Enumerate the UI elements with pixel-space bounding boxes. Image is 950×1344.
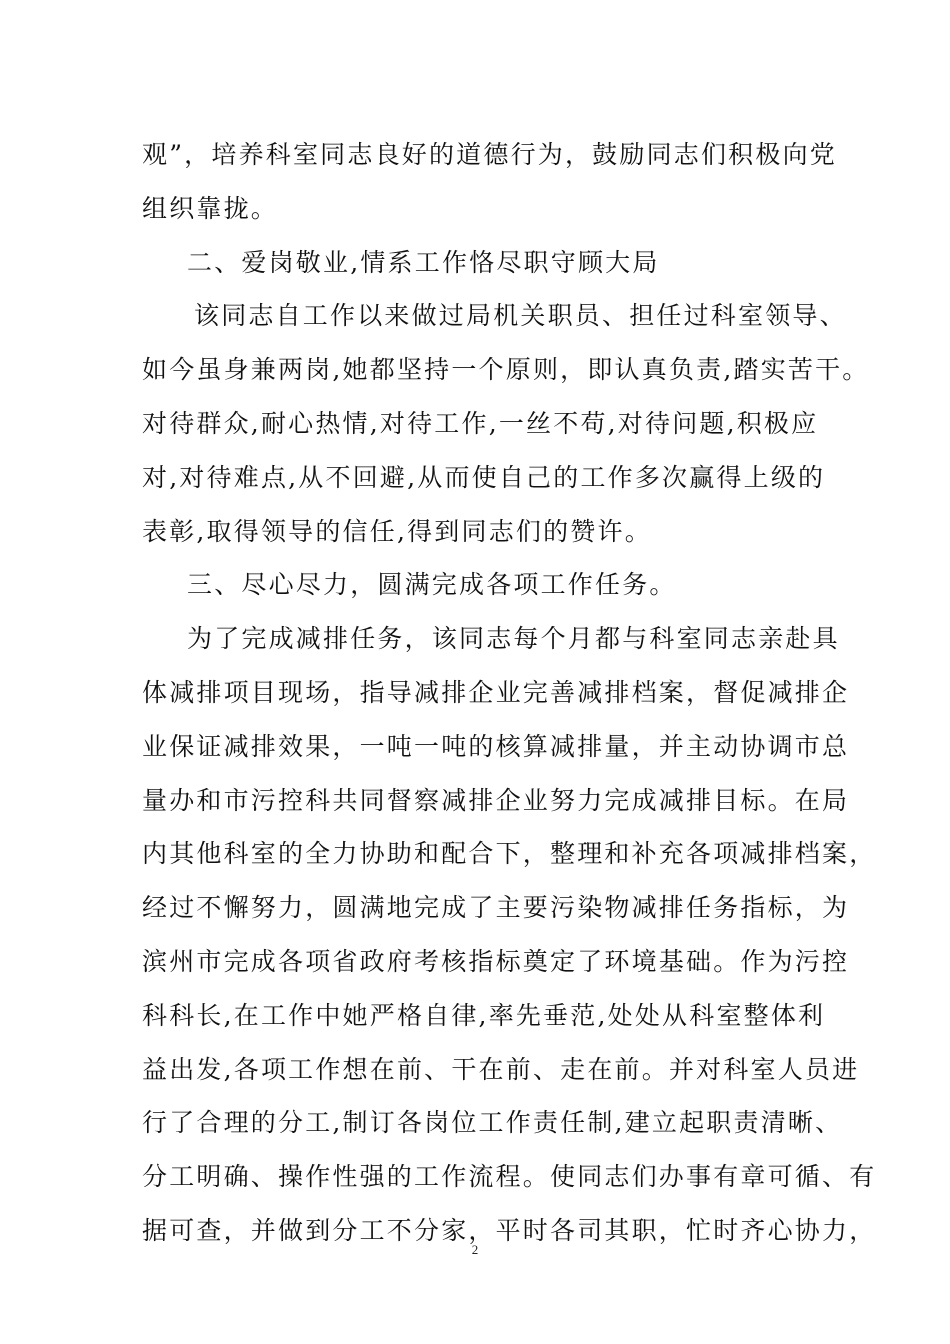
text-line: 益出发,各项工作想在前、干在前、走在前。并对科室人员进	[142, 1054, 860, 1084]
text-line: 内其他科室的全力协助和配合下，整理和补充各项减排档案，	[142, 839, 877, 869]
text-line: 表彰,取得领导的信任,得到同志们的赞许。	[142, 516, 652, 546]
text-line: 业保证减排效果，一吨一吨的核算减排量，并主动协调市总	[142, 731, 850, 761]
text-line: 观”，培养科室同志良好的道德行为，鼓励同志们积极向党	[142, 140, 837, 169]
text-line: 据可查，并做到分工不分家，平时各司其职，忙时齐心协力，	[142, 1215, 877, 1245]
text-line: 行了合理的分工,制订各岗位工作责任制,建立起职责清晰、	[142, 1108, 843, 1138]
text-line: 对待群众,耐心热情,对待工作,一丝不苟,对待问题,积极应	[142, 408, 819, 438]
text-line: 经过不懈努力，圆满地完成了主要污染物减排任务指标，为	[142, 893, 850, 923]
text-line: 该同志自工作以来做过局机关职员、担任过科室领导、	[194, 301, 847, 331]
text-line: 分工明确、操作性强的工作流程。使同志们办事有章可循、有	[142, 1162, 877, 1192]
text-line: 体减排项目现场，指导减排企业完善减排档案，督促减排企	[142, 677, 850, 707]
text-line: 为了完成减排任务，该同志每个月都与科室同志亲赴具	[187, 624, 840, 654]
text-line: 科科长,在工作中她严格自律,率先垂范,处处从科室整体利	[142, 1000, 826, 1030]
text-line: 如今虽身兼两岗,她都坚持一个原则，即认真负责,踏实苦干。	[142, 355, 870, 385]
text-line: 滨州市完成各项省政府考核指标奠定了环境基础。作为污控	[142, 946, 850, 976]
section-heading: 三、尽心尽力，圆满完成各项工作任务。	[187, 570, 677, 600]
page-number: 2	[471, 1242, 479, 1257]
body-text	[142, 128, 877, 1258]
section-heading: 二、爱岗敬业,情系工作恪尽职守顾大局	[187, 247, 660, 277]
text-line: 量办和市污控科共同督察减排企业努力完成减排目标。在局	[142, 785, 850, 815]
text-line: 对,对待难点,从不回避,从而使自己的工作多次赢得上级的	[142, 462, 826, 492]
text-line: 组织靠拢。	[142, 193, 279, 223]
